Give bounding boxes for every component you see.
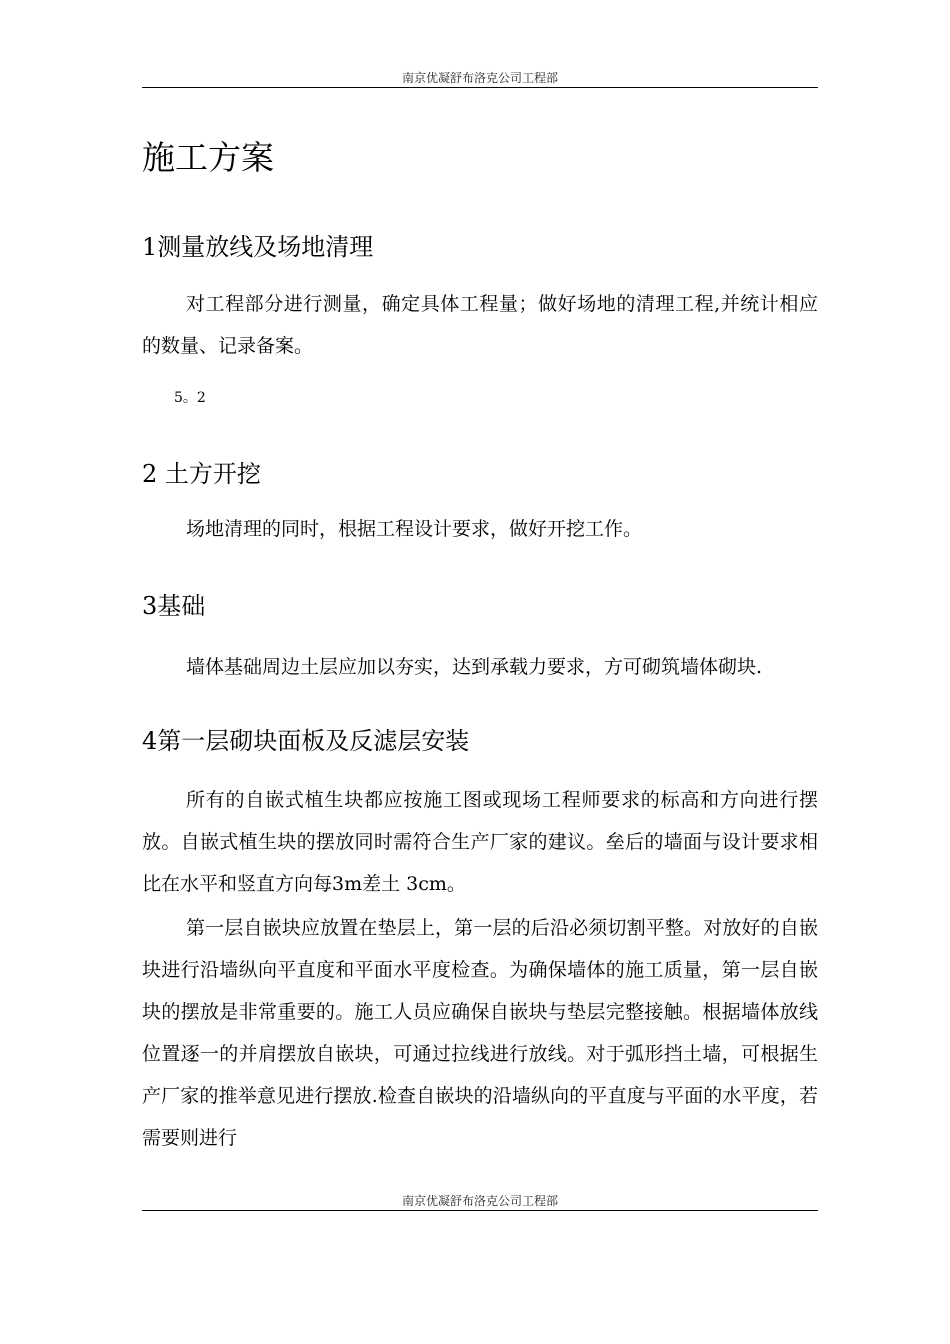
footer-divider — [142, 1210, 818, 1211]
section-1-paragraph: 对工程部分进行测量，确定具体工程量；做好场地的清理工程,并统计相应的数量、记录备案。 — [142, 293, 818, 357]
header-divider — [142, 87, 818, 88]
section-heading-3: 3基础 — [142, 592, 206, 620]
section-heading-4: 4第一层砌块面板及反滤层安装 — [142, 727, 470, 755]
section-3-paragraph: 墙体基础周边土层应加以夯实，达到承载力要求，方可砌筑墙体砌块. — [186, 656, 763, 678]
document-title: 施工方案 — [142, 138, 274, 177]
section-heading-2: 2 土方开挖 — [142, 460, 261, 488]
section-2-paragraph: 场地清理的同时，根据工程设计要求，做好开挖工作。 — [186, 518, 643, 540]
section-4-paragraph-2: 第一层自嵌块应放置在垫层上，第一层的后沿必须切割平整。对放好的自嵌块进行沿墙纵向平直度和平面水平度检查。为确保墙体的施工质量，第一层自嵌块的摆放是非常重要的。施工人员应确保自嵌块与垫层完整接触。根据墙体放线位置逐一的并肩摆放自嵌块，可通过拉线进行放线。对于弧形挡土墙，可根据生产厂家的推举意见进行摆放.检查自嵌块的沿墙纵向的平直度与平面的水平度，若需要则进行 — [142, 917, 818, 1149]
section-heading-1: 1测量放线及场地清理 — [142, 233, 374, 261]
page-footer: 南京优凝舒布洛克公司工程部 — [401, 1194, 558, 1208]
section-4-paragraph-1: 所有的自嵌式植生块都应按施工图或现场工程师要求的标高和方向进行摆放。自嵌式植生块的摆放同时需符合生产厂家的建议。垒后的墙面与设计要求相比在水平和竖直方向每3m差土 3cm。 — [142, 789, 818, 895]
page-header: 南京优凝舒布洛克公司工程部 — [401, 71, 558, 85]
section-1-note: 5。2 — [174, 390, 206, 406]
